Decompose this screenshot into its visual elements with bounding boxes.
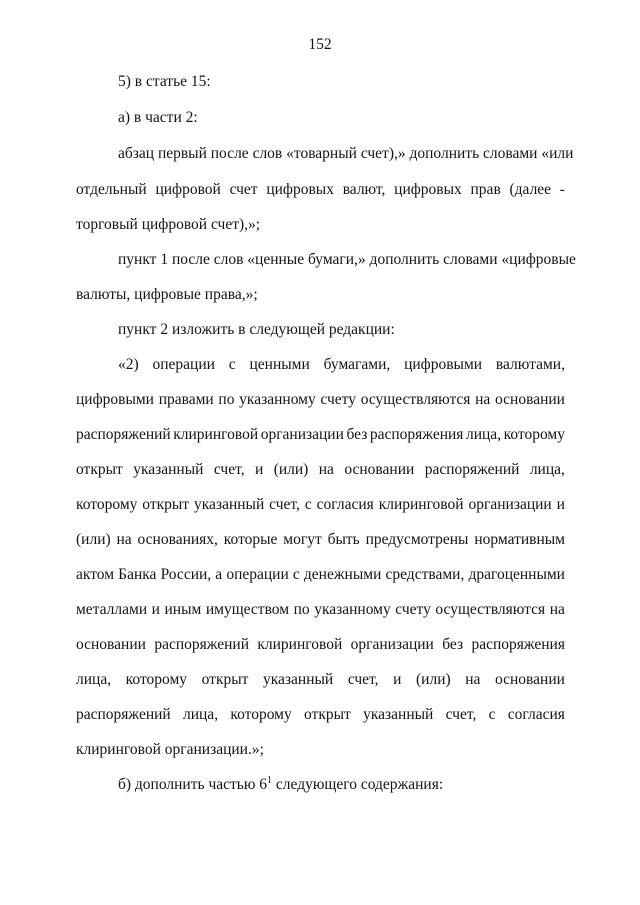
word: счет bbox=[229, 181, 258, 198]
word: и bbox=[254, 461, 264, 478]
word: основаниях, bbox=[137, 531, 218, 548]
word: цифровыми bbox=[76, 391, 154, 408]
word: счет, bbox=[213, 461, 245, 478]
word: основании bbox=[495, 391, 565, 408]
word: по bbox=[218, 391, 235, 408]
word: счету bbox=[320, 391, 356, 408]
text-fragment: следующего содержания: bbox=[272, 776, 444, 793]
text-line bbox=[76, 180, 565, 200]
word: распоряжений bbox=[424, 461, 520, 478]
word: имуществом bbox=[205, 601, 290, 618]
word: на bbox=[475, 391, 491, 408]
word: на bbox=[549, 601, 565, 618]
superscript: 1 bbox=[267, 774, 273, 786]
word: клиринговой bbox=[173, 426, 259, 443]
word: могут bbox=[283, 531, 322, 548]
text-line: клиринговой организации.»; bbox=[76, 741, 264, 758]
word: счет, bbox=[347, 671, 379, 688]
word: распоряжений bbox=[154, 636, 250, 653]
word: без bbox=[442, 636, 464, 653]
text-line bbox=[76, 530, 565, 550]
word: согласия bbox=[507, 706, 565, 723]
word: открыт bbox=[304, 706, 351, 723]
word: России, bbox=[160, 566, 212, 583]
word: с bbox=[304, 496, 312, 513]
word: лица, bbox=[182, 706, 219, 723]
word: организации bbox=[260, 426, 344, 443]
word: Банка bbox=[118, 566, 157, 583]
text-line bbox=[76, 425, 565, 445]
word: распоряжений bbox=[76, 426, 171, 443]
word: основании bbox=[495, 671, 565, 688]
word: драгоценными bbox=[468, 566, 565, 583]
word: на bbox=[465, 671, 481, 688]
word: указанный bbox=[263, 671, 334, 688]
word: которые bbox=[223, 531, 278, 548]
word: цифровыми bbox=[404, 356, 483, 373]
word: лица, bbox=[465, 426, 502, 443]
word: открыт bbox=[201, 671, 249, 688]
word: основании bbox=[344, 461, 415, 478]
text-line bbox=[76, 635, 565, 655]
word: средствами, bbox=[385, 566, 465, 583]
word: с bbox=[292, 566, 300, 583]
text-line bbox=[76, 600, 565, 620]
word: открыт bbox=[142, 496, 190, 513]
word: актом bbox=[76, 566, 115, 583]
word: которому bbox=[230, 706, 292, 723]
word: металлами bbox=[76, 601, 148, 618]
word: и bbox=[393, 671, 402, 688]
text-line bbox=[76, 460, 565, 480]
word: распоряжений bbox=[76, 706, 171, 723]
word: по bbox=[293, 601, 310, 618]
word: а bbox=[215, 566, 223, 583]
text-fragment: б) дополнить частью 6 bbox=[118, 776, 268, 793]
text-line: пункт 2 изложить в следующей редакции: bbox=[118, 321, 395, 338]
word: бумагами, bbox=[323, 356, 391, 373]
word: денежными bbox=[303, 566, 382, 583]
text-line: пункт 1 после слов «ценные бумаги,» дополнить словами «цифровые bbox=[118, 251, 576, 268]
word: согласия bbox=[316, 496, 374, 513]
text-line: 5) в статье 15: bbox=[118, 73, 211, 90]
word: указанный bbox=[194, 496, 265, 513]
word: правами bbox=[158, 391, 214, 408]
word: которому bbox=[503, 426, 565, 443]
word: основании bbox=[76, 636, 146, 653]
word: открыт bbox=[76, 461, 123, 478]
word: цифровой bbox=[155, 181, 221, 198]
word: и bbox=[556, 496, 565, 513]
word: цифровых bbox=[266, 181, 334, 198]
word: осуществляются bbox=[360, 391, 471, 408]
word: указанный bbox=[133, 461, 204, 478]
word: осуществляются bbox=[435, 601, 546, 618]
word: на bbox=[116, 531, 132, 548]
word: (или) bbox=[416, 671, 451, 688]
page-number: 152 bbox=[308, 36, 332, 53]
word: указанному bbox=[314, 601, 391, 618]
text-line: торговый цифровой счет),»; bbox=[76, 216, 261, 233]
word: «2) bbox=[118, 356, 139, 373]
word: которому bbox=[76, 496, 138, 513]
word: валют, bbox=[342, 181, 386, 198]
word: счет, bbox=[269, 496, 300, 513]
word: ценными bbox=[249, 356, 310, 373]
word: быть bbox=[327, 531, 360, 548]
text-line bbox=[76, 565, 565, 585]
word: клиринговой bbox=[257, 636, 343, 653]
word: с bbox=[228, 356, 236, 373]
word: и bbox=[151, 601, 160, 618]
word: (далее bbox=[509, 181, 552, 198]
word: операции bbox=[152, 356, 215, 373]
word: счет, bbox=[445, 706, 477, 723]
word: (или) bbox=[273, 461, 309, 478]
word: лица, bbox=[76, 671, 112, 688]
word: распоряжения bbox=[369, 426, 464, 443]
word: цифровых bbox=[394, 181, 462, 198]
text-line bbox=[76, 705, 565, 725]
word: иным bbox=[164, 601, 202, 618]
word: организации bbox=[468, 496, 552, 513]
word: валютами, bbox=[495, 356, 565, 373]
word: указанному bbox=[239, 391, 316, 408]
text-line bbox=[118, 355, 565, 375]
word: отдельный bbox=[76, 181, 147, 198]
text-line bbox=[76, 390, 565, 410]
word: (или) bbox=[76, 531, 111, 548]
word: которому bbox=[125, 671, 188, 688]
text-line bbox=[76, 670, 565, 690]
text-line: абзац первый после слов «товарный счет),» дополнить словами «или bbox=[118, 145, 574, 162]
word: - bbox=[559, 181, 565, 198]
text-line: валюты, цифровые права,»; bbox=[76, 286, 258, 303]
word: на bbox=[318, 461, 334, 478]
word: нормативным bbox=[474, 531, 565, 548]
word: без bbox=[346, 426, 368, 443]
text-line: а) в части 2: bbox=[118, 109, 198, 126]
word: счету bbox=[395, 601, 431, 618]
word: операции bbox=[226, 566, 289, 583]
word: распоряжения bbox=[471, 636, 565, 653]
word: лица, bbox=[529, 461, 565, 478]
text-line bbox=[118, 775, 443, 795]
word: клиринговой bbox=[378, 496, 464, 513]
word: организации bbox=[350, 636, 434, 653]
word: с bbox=[488, 706, 496, 723]
text-line bbox=[76, 495, 565, 515]
word: прав bbox=[470, 181, 501, 198]
word: предусмотрены bbox=[365, 531, 469, 548]
word: указанный bbox=[363, 706, 434, 723]
